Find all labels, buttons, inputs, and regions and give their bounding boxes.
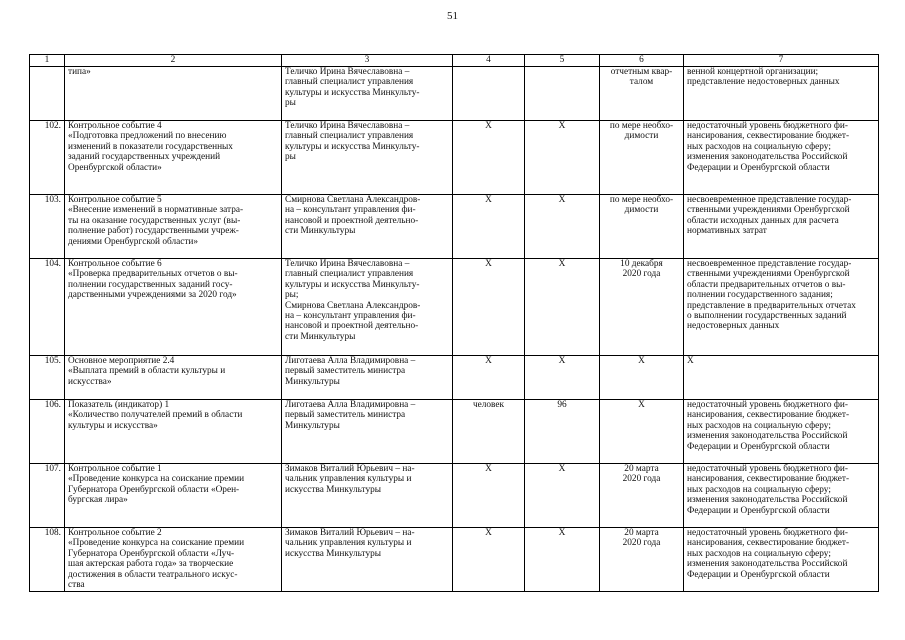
deadline: по мере необхо- димости xyxy=(600,121,684,195)
deadline: X xyxy=(600,356,684,400)
column-number: 3 xyxy=(282,55,453,67)
event-name: Контрольное событие 4 «Подготовка предложений по внесению изменений в показатели государственных заданий государственных учреждений Оренбургской области» xyxy=(65,121,282,195)
row-number: 103. xyxy=(30,195,65,259)
indicator-value: X xyxy=(525,121,600,195)
indicator-value: X xyxy=(525,195,600,259)
risks-description: недостаточный уровень бюджетного фи- нансирования, секвестирование бюджет- ных расходов на социальную сферу; изменения законодательства Российской Федерации и Оренбургской области xyxy=(684,121,879,195)
indicator-value: X xyxy=(525,259,600,356)
table-row xyxy=(30,528,879,592)
risks-description: несвоевременное представление государ- ственными учреждениями Оренбургской области предварительных отчетов о вы- полнении государственного задания; представление в предварительных отчетах о выполнении государственных заданий недостоверных данных xyxy=(684,259,879,356)
deadline: 10 декабря 2020 года xyxy=(600,259,684,356)
responsible-person: Лиготаева Алла Владимировна – первый заместитель министра Минкультуры xyxy=(282,400,453,464)
responsible-person: Зимаков Виталий Юрьевич – на- чальник управления культуры и искусства Минкультуры xyxy=(282,464,453,528)
responsible-person: Теличко Ирина Вячеславовна – главный специалист управления культуры и искусства Минкульту- ры xyxy=(282,67,453,121)
row-number: 105. xyxy=(30,356,65,400)
event-name: типа» xyxy=(65,67,282,121)
row-number xyxy=(30,67,65,121)
event-name: Показатель (индикатор) 1 «Количество получателей премий в области культуры и искусства» xyxy=(65,400,282,464)
event-name: Контрольное событие 5 «Внесение изменений в нормативные затра- ты на оказание государственных услуг (вы- полнение работ) государственными учреж- дениями Оренбургской области» xyxy=(65,195,282,259)
risks-description: венной концертной организации; представление недостоверных данных xyxy=(684,67,879,121)
table-row xyxy=(30,400,879,464)
risks-description: несвоевременное представление государ- ственными учреждениями Оренбургской области исходных данных для расчета нормативных затрат xyxy=(684,195,879,259)
unit-of-measure: X xyxy=(453,121,525,195)
deadline: отчетным квар- талом xyxy=(600,67,684,121)
table-row xyxy=(30,259,879,356)
unit-of-measure: X xyxy=(453,464,525,528)
event-name: Контрольное событие 6 «Проверка предварительных отчетов о вы- полнении государственных заданий госу- дарственными учреждениями за 2020 год» xyxy=(65,259,282,356)
column-number: 1 xyxy=(30,55,65,67)
table-row xyxy=(30,464,879,528)
unit-of-measure: X xyxy=(453,195,525,259)
row-number: 104. xyxy=(30,259,65,356)
indicator-value: X xyxy=(525,464,600,528)
plan-table xyxy=(29,54,879,592)
column-number: 7 xyxy=(684,55,879,67)
column-number-row xyxy=(30,55,879,67)
risks-description: недостаточный уровень бюджетного фи- нансирования, секвестирование бюджет- ных расходов на социальную сферу; изменения законодательства Российской Федерации и Оренбургской области xyxy=(684,464,879,528)
column-number: 2 xyxy=(65,55,282,67)
column-number: 6 xyxy=(600,55,684,67)
table-row xyxy=(30,121,879,195)
indicator-value: X xyxy=(525,528,600,592)
page-number: 51 xyxy=(447,10,458,22)
responsible-person: Смирнова Светлана Александров- на – консультант управления фи- нансовой и проектной деятельно- сти Минкультуры xyxy=(282,195,453,259)
unit-of-measure: X xyxy=(453,259,525,356)
unit-of-measure xyxy=(453,67,525,121)
table-row xyxy=(30,67,879,121)
responsible-person: Лиготаева Алла Владимировна – первый заместитель министра Минкультуры xyxy=(282,356,453,400)
responsible-person: Теличко Ирина Вячеславовна – главный специалист управления культуры и искусства Минкульту- ры xyxy=(282,121,453,195)
responsible-person: Теличко Ирина Вячеславовна – главный специалист управления культуры и искусства Минкульту- ры; Смирнова Светлана Александров- на – консультант управления фи- нансовой и проектной деятельно- сти Минкультуры xyxy=(282,259,453,356)
row-number: 106. xyxy=(30,400,65,464)
unit-of-measure: X xyxy=(453,356,525,400)
column-number: 4 xyxy=(453,55,525,67)
table-row xyxy=(30,356,879,400)
deadline: по мере необхо- димости xyxy=(600,195,684,259)
risks-description: X xyxy=(684,356,879,400)
indicator-value: 96 xyxy=(525,400,600,464)
event-name: Контрольное событие 2 «Проведение конкурса на соискание премии Губернатора Оренбургской области «Луч- шая актерская работа года» за творческие достижения в области театрального искус- ства xyxy=(65,528,282,592)
row-number: 107. xyxy=(30,464,65,528)
indicator-value: X xyxy=(525,356,600,400)
indicator-value xyxy=(525,67,600,121)
deadline: X xyxy=(600,400,684,464)
unit-of-measure: X xyxy=(453,528,525,592)
responsible-person: Зимаков Виталий Юрьевич – на- чальник управления культуры и искусства Минкультуры xyxy=(282,528,453,592)
risks-description: недостаточный уровень бюджетного фи- нансирования, секвестирование бюджет- ных расходов на социальную сферу; изменения законодательства Российской Федерации и Оренбургской области xyxy=(684,400,879,464)
row-number: 108. xyxy=(30,528,65,592)
table-row xyxy=(30,195,879,259)
row-number: 102. xyxy=(30,121,65,195)
column-number: 5 xyxy=(525,55,600,67)
unit-of-measure: человек xyxy=(453,400,525,464)
event-name: Основное мероприятие 2.4 «Выплата премий в области культуры и искусства» xyxy=(65,356,282,400)
deadline: 20 марта 2020 года xyxy=(600,528,684,592)
risks-description: недостаточный уровень бюджетного фи- нансирования, секвестирование бюджет- ных расходов на социальную сферу; изменения законодательства Российской Федерации и Оренбургской области xyxy=(684,528,879,592)
deadline: 20 марта 2020 года xyxy=(600,464,684,528)
event-name: Контрольное событие 1 «Проведение конкурса на соискание премии Губернатора Оренбургской области «Орен- бургская лира» xyxy=(65,464,282,528)
